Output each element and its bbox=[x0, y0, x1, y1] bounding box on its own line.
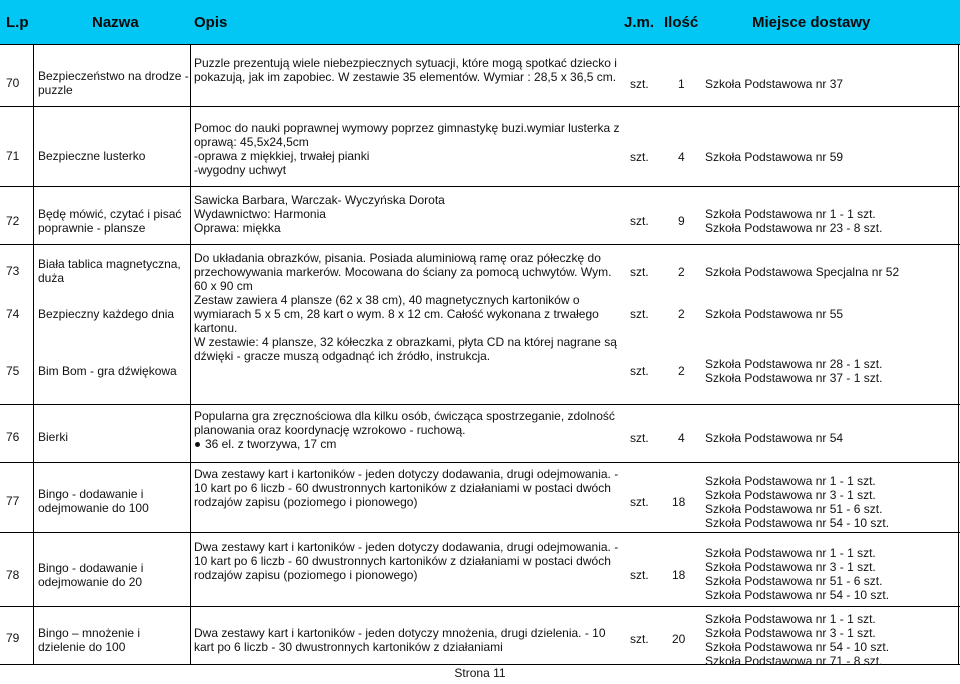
cell-nazwa: Bingo – mnożenie i dzielenie do 100 bbox=[38, 626, 141, 654]
cell-opis: Dwa zestawy kart i kartoników - jeden dotyczy dodawania, drugi odejmowania. - 10 kart po 6 liczb - 60 dwustronnych kartoników z działaniami w postaci dwóch rodzajów zapisu (poziomego i pionowego) bbox=[194, 467, 619, 509]
cell-jm: szt. bbox=[630, 364, 649, 378]
header-lp: L.p bbox=[6, 14, 29, 31]
cell-opis: Sawicka Barbara, Warczak- Wyczyńska Dorota Wydawnictwo: Harmonia Oprawa: miękka bbox=[194, 193, 445, 235]
cell-opis: Popularna gra zręcznościowa dla kilku osób, ćwicząca spostrzeganie, zdolność planowania oraz koordynację wzrokowo - ruchową. 36 el. z tworzywa, 17 cm bbox=[194, 409, 615, 451]
cell-lp: 73 bbox=[6, 264, 20, 278]
table-header bbox=[0, 0, 960, 44]
header-ilosc: Ilość bbox=[664, 14, 699, 31]
cell-nazwa: Bim Bom - gra dźwiękowa bbox=[38, 364, 177, 378]
cell-opis: Zestaw zawiera 4 plansze (62 x 38 cm), 40 magnetycznych kartoników o wymiarach 5 x 5 cm, 28 kart o wym. 8 x 12 cm. Całość wykonana z trwałego kartonu. bbox=[194, 293, 599, 335]
cell-lp: 77 bbox=[6, 494, 20, 508]
cell-miejsce: Szkoła Podstawowa nr 1 - 1 szt. Szkoła Podstawowa nr 3 - 1 szt. Szkoła Podstawowa nr 51 - 6 szt. Szkoła Podstawowa nr 54 - 10 szt. bbox=[705, 474, 890, 530]
col-divider bbox=[958, 44, 959, 664]
cell-miejsce: Szkoła Podstawowa nr 54 bbox=[705, 431, 844, 445]
row-divider bbox=[0, 186, 960, 187]
cell-jm: szt. bbox=[630, 632, 649, 646]
cell-lp: 74 bbox=[6, 307, 20, 321]
cell-jm: szt. bbox=[630, 150, 649, 164]
cell-lp: 78 bbox=[6, 568, 20, 582]
cell-nazwa: Bingo - dodawanie i odejmowanie do 20 bbox=[38, 561, 144, 589]
cell-miejsce: Szkoła Podstawowa nr 1 - 1 szt. Szkoła Podstawowa nr 3 - 1 szt. Szkoła Podstawowa nr 51 - 6 szt. Szkoła Podstawowa nr 54 - 10 szt. bbox=[705, 546, 890, 602]
cell-lp: 75 bbox=[6, 364, 20, 378]
cell-nazwa: Bierki bbox=[38, 430, 69, 444]
row-divider bbox=[0, 532, 960, 533]
cell-ilosc: 1 bbox=[678, 77, 685, 91]
cell-jm: szt. bbox=[630, 265, 649, 279]
cell-lp: 79 bbox=[6, 631, 20, 645]
cell-jm: szt. bbox=[630, 568, 649, 582]
cell-miejsce: Szkoła Podstawowa nr 55 bbox=[705, 307, 844, 321]
page-number: Strona 11 bbox=[454, 666, 506, 680]
cell-jm: szt. bbox=[630, 495, 649, 509]
cell-miejsce: Szkoła Podstawowa nr 1 - 1 szt. Szkoła Podstawowa nr 23 - 8 szt. bbox=[705, 207, 883, 235]
bullet-text: 36 el. z tworzywa, 17 cm bbox=[205, 437, 337, 451]
bullet-icon bbox=[195, 442, 200, 447]
cell-nazwa: Bezpieczne lusterko bbox=[38, 149, 146, 163]
cell-miejsce: Szkoła Podstawowa nr 1 - 1 szt. Szkoła Podstawowa nr 3 - 1 szt. Szkoła Podstawowa nr 54 - 10 szt. Szkoła Podstawowa nr 71 - 8 szt. bbox=[705, 612, 890, 668]
cell-opis: Puzzle prezentują wiele niebezpiecznych sytuacji, które mogą spotkać dziecko i pokazują, jak im zapobiec. W zestawie 35 elementów. Wymiar : 28,5 x 36,5 cm. bbox=[194, 56, 617, 84]
cell-ilosc: 2 bbox=[678, 307, 685, 321]
cell-miejsce: Szkoła Podstawowa Specjalna nr 52 bbox=[705, 265, 900, 279]
row-divider bbox=[0, 106, 960, 107]
header-miejsce: Miejsce dostawy bbox=[752, 14, 871, 31]
cell-miejsce: Szkoła Podstawowa nr 28 - 1 szt. Szkoła Podstawowa nr 37 - 1 szt. bbox=[705, 357, 883, 385]
cell-ilosc: 4 bbox=[678, 150, 685, 164]
cell-lp: 76 bbox=[6, 430, 20, 444]
cell-opis: Pomoc do nauki poprawnej wymowy poprzez gimnastykę buzi.wymiar lusterka z oprawą: 45,5x24,5cm -oprawa z miękkiej, trwałej pianki -wygodny uchwyt bbox=[194, 121, 620, 177]
row-divider bbox=[0, 44, 960, 45]
row-divider bbox=[0, 462, 960, 463]
row-divider bbox=[0, 244, 960, 245]
cell-miejsce: Szkoła Podstawowa nr 59 bbox=[705, 150, 844, 164]
cell-ilosc: 4 bbox=[678, 431, 685, 445]
cell-nazwa: Bingo - dodawanie i odejmowanie do 100 bbox=[38, 487, 149, 515]
col-divider bbox=[190, 44, 191, 664]
cell-nazwa: Będę mówić, czytać i pisać poprawnie - plansze bbox=[38, 207, 182, 235]
cell-opis: Dwa zestawy kart i kartoników - jeden dotyczy mnożenia, drugi dzielenia. - 10 kart po 6 liczb - 30 dwustronnych kartoników z działaniami bbox=[194, 626, 606, 654]
cell-opis: Dwa zestawy kart i kartoników - jeden dotyczy dodawania, drugi odejmowania. - 10 kart po 6 liczb - 60 dwustronnych kartoników z działaniami w postaci dwóch rodzajów zapisu (poziomego i pionowego) bbox=[194, 540, 619, 582]
col-divider bbox=[33, 44, 34, 664]
cell-ilosc: 2 bbox=[678, 364, 685, 378]
cell-ilosc: 2 bbox=[678, 265, 685, 279]
header-opis: Opis bbox=[194, 14, 228, 31]
cell-nazwa: Bezpieczny każdego dnia bbox=[38, 307, 175, 321]
header-nazwa: Nazwa bbox=[92, 14, 139, 31]
cell-opis: W zestawie: 4 plansze, 32 kółeczka z obrazkami, płyta CD na której nagrane są dźwięki - gracze muszą odgadnąć ich źródło, instrukcja. bbox=[194, 335, 617, 363]
cell-ilosc: 20 bbox=[672, 632, 686, 646]
cell-nazwa: Biała tablica magnetyczna, duża bbox=[38, 257, 181, 285]
cell-lp: 70 bbox=[6, 76, 20, 90]
cell-jm: szt. bbox=[630, 307, 649, 321]
cell-miejsce: Szkoła Podstawowa nr 37 bbox=[705, 77, 844, 91]
cell-ilosc: 18 bbox=[672, 495, 686, 509]
cell-ilosc: 9 bbox=[678, 214, 685, 228]
cell-jm: szt. bbox=[630, 77, 649, 91]
row-divider bbox=[0, 606, 960, 607]
row-divider bbox=[0, 404, 960, 405]
header-jm: J.m. bbox=[624, 14, 655, 31]
cell-opis: Do układania obrazków, pisania. Posiada aluminiową ramę oraz półeczkę do przechowywania markerów. Mocowana do ściany za pomocą uchwytów. Wym. 60 x 90 cm bbox=[194, 251, 612, 293]
cell-jm: szt. bbox=[630, 214, 649, 228]
cell-lp: 71 bbox=[6, 149, 20, 163]
cell-ilosc: 18 bbox=[672, 568, 686, 582]
cell-nazwa: Bezpieczeństwo na drodze - puzzle bbox=[38, 69, 189, 97]
cell-lp: 72 bbox=[6, 214, 20, 228]
cell-jm: szt. bbox=[630, 431, 649, 445]
